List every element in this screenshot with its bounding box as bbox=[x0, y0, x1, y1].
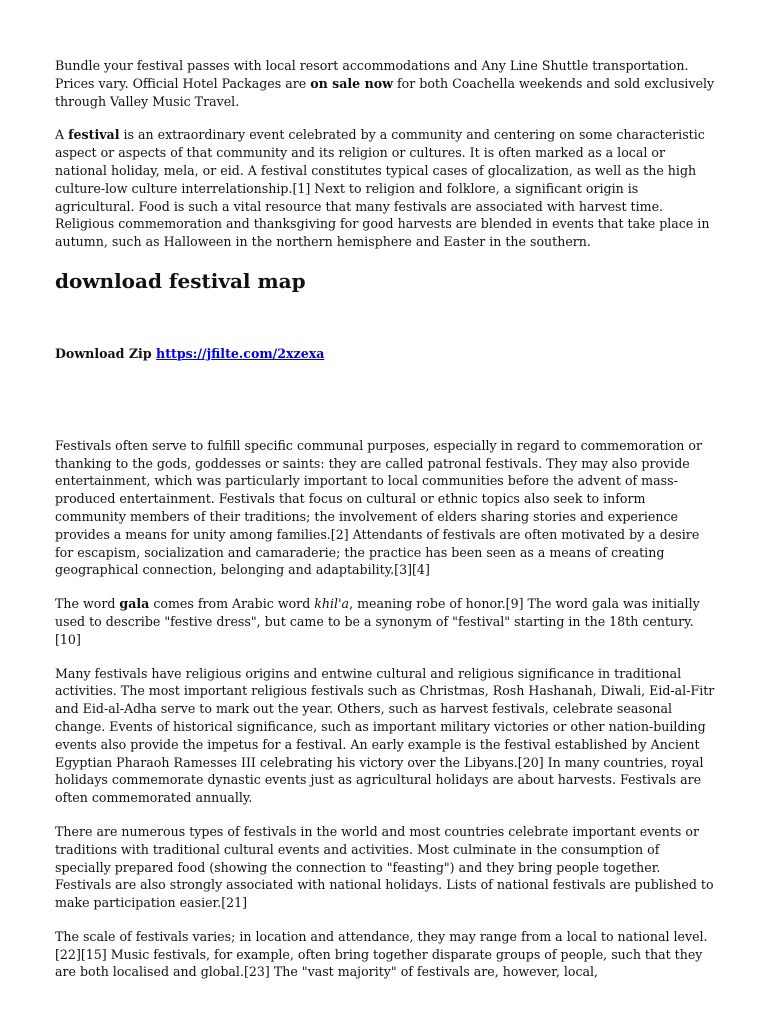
download-line bbox=[55, 345, 717, 363]
text: A bbox=[55, 127, 69, 143]
bold-gala: gala bbox=[119, 596, 150, 612]
paragraph-religious-origins: Many festivals have religious origins and entwine cultural and religious significance in traditional activities. The most important religious festivals such as Christmas, Rosh Hashanah, Diwali, Eid-al-Fitr and Eid-al-Adha serve to mark out the year. Others, such as harvest festivals, celebrate seasonal change. Events of historical significance, such as important military victories or other nation-building events also provide the impetus for a festival. An early example is the festival established by Ancient Egyptian Pharaoh Ramesses III celebrating his victory over the Libyans.[20] In many countries, royal holidays commemorate dynastic events just as agricultural holidays are about harvests. Festivals are often commemorated annually. bbox=[55, 665, 715, 806]
text: The word bbox=[55, 596, 120, 612]
download-label: Download Zip bbox=[55, 345, 157, 361]
section-heading: download festival map bbox=[55, 268, 306, 293]
paragraph-types-of-festivals: There are numerous types of festivals in the world and most countries celebrate important events or traditions with traditional cultural events and activities. Most culminate in the consumption of specially prepared food (showing the connection to "feasting") and they bring people together. Festivals are also strongly associated with national holidays. Lists of national festivals are published to make participation easier.[21] bbox=[55, 823, 714, 911]
spacer bbox=[55, 379, 717, 437]
paragraph-gala-etymology bbox=[55, 595, 717, 648]
text: Bundle your festival passes with local resort accommodations and Any Line Shuttle transportation. Prices vary. Official Hotel Packages are bbox=[55, 58, 689, 91]
text: , meaning robe of honor.[9] The word gala was initially used to describe "festive dress", but came to be a synonym of "festival" starting in the 18th century.[10] bbox=[55, 596, 700, 647]
text: comes from Arabic word bbox=[149, 596, 315, 612]
bold-on-sale-now: on sale now bbox=[310, 75, 393, 91]
download-link[interactable]: https://jfilte.com/2xzexa bbox=[156, 345, 325, 361]
italic-khila: khil'a bbox=[314, 596, 350, 612]
document-page bbox=[55, 57, 717, 997]
paragraph-hotel-packages bbox=[55, 57, 717, 110]
paragraph-scale-of-festivals: The scale of festivals varies; in location and attendance, they may range from a local to national level.[22][15] Music festivals, for example, often bring together disparate groups of people, such that they are both localised and global.[23] The "vast majority" of festivals are, however, local, bbox=[55, 928, 708, 980]
text: is an extraordinary event celebrated by a community and centering on some characteristic aspect or aspects of that community and its religion or cultures. It is often marked as a local or national holiday, mela, or eid. A festival constitutes typical cases of glocalization, as well as the high culture-low culture interrelationship.[1] Next to religion and folklore, a significant origin is agricultural. Food is such a vital resource that many festivals are associated with harvest time. Religious commemoration and thanksgiving for good harvests are blended in events that take place in autumn, such as Halloween in the northern hemisphere and Easter in the southern. bbox=[55, 127, 710, 250]
paragraph-festival-definition bbox=[55, 126, 717, 251]
text: for both Coachella weekends and sold exclusively through Valley Music Travel. bbox=[55, 75, 715, 109]
paragraph-communal-purposes: Festivals often serve to fulfill specific communal purposes, especially in regard to commemoration or thanking to the gods, goddesses or saints: they are called patronal festivals. They may also provide entertainment, which was particularly important to local communities before the advent of mass-produced entertainment. Festivals that focus on cultural or ethnic topics also seek to inform community members of their traditions; the involvement of elders sharing stories and experience provides a means for unity among families.[2] Attendants of festivals are often motivated by a desire for escapism, socialization and camaraderie; the practice has been seen as a means of creating geographical connection, belonging and adaptability.[3][4] bbox=[55, 437, 702, 578]
bold-festival: festival bbox=[68, 127, 120, 143]
